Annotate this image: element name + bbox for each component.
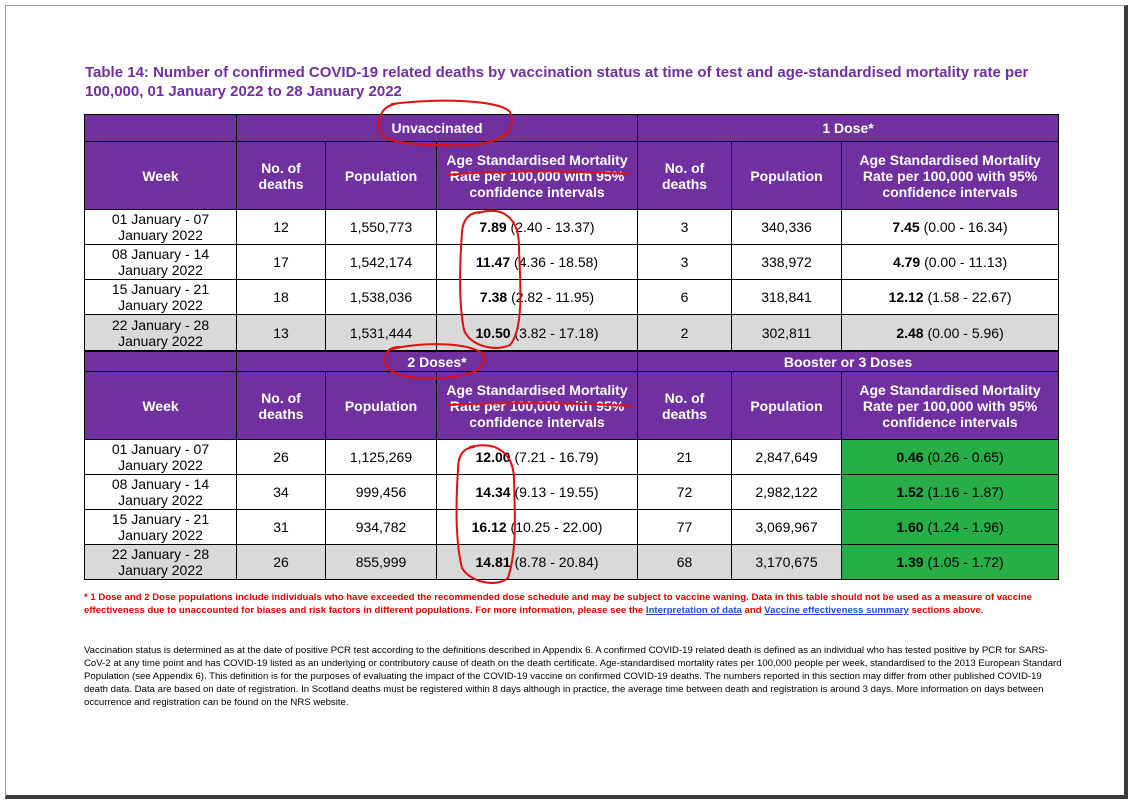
week-cell: 15 January - 21 January 2022: [85, 280, 237, 315]
confidence-interval: (1.05 - 1.72): [927, 554, 1004, 570]
confidence-interval: (10.25 - 22.00): [510, 519, 603, 535]
rate-value: 7.89: [479, 219, 507, 235]
table-row: [85, 245, 1059, 280]
deaths-cell: 21: [638, 440, 732, 475]
rate-cell: [842, 475, 1059, 510]
confidence-interval: (8.78 - 20.84): [514, 554, 599, 570]
table-row: [85, 545, 1059, 580]
confidence-interval: (3.82 - 17.18): [514, 324, 599, 341]
table-row: [85, 440, 1059, 475]
population-cell: 340,336: [732, 210, 842, 245]
rate-value: 1.39: [896, 554, 924, 570]
deaths-cell: 18: [237, 280, 326, 315]
population-cell: 2,982,122: [732, 475, 842, 510]
footnote-warning: [84, 591, 1064, 617]
rate-value: 16.12: [471, 519, 507, 535]
rate-cell: [437, 245, 638, 280]
deaths-cell: 72: [638, 475, 732, 510]
col-header-rate: Age Standardised Mortality Rate per 100,000 with 95% confidence intervals: [437, 142, 638, 210]
confidence-interval: (1.16 - 1.87): [927, 484, 1004, 500]
confidence-interval: (1.58 - 22.67): [927, 289, 1012, 305]
group-header-2-doses: 2 Doses*: [237, 352, 638, 372]
rate-value: 11.47: [475, 254, 511, 270]
deaths-cell: 12: [237, 210, 326, 245]
week-cell: 01 January - 07 January 2022: [85, 440, 237, 475]
population-cell: 1,538,036: [326, 280, 437, 315]
deaths-cell: 26: [237, 440, 326, 475]
table-2doses-booster: [84, 351, 1059, 580]
link-vaccine-effectiveness-summary[interactable]: Vaccine effectiveness summary: [764, 605, 909, 616]
rate-value: 1.52: [896, 484, 924, 500]
rate-value: 10.50: [475, 324, 511, 341]
table-body: [85, 210, 1059, 351]
rate-cell: [842, 440, 1059, 475]
rate-value: 7.45: [892, 219, 920, 235]
confidence-interval: (9.13 - 19.55): [514, 484, 599, 500]
deaths-cell: 2: [638, 315, 732, 351]
group-header-booster: Booster or 3 Doses: [638, 352, 1059, 372]
deaths-cell: 26: [237, 545, 326, 580]
confidence-interval: (0.00 - 11.13): [924, 254, 1008, 270]
rate-value: 7.38: [479, 289, 508, 305]
rate-value: 0.46: [896, 449, 924, 465]
col-header-deaths: No. of deaths: [638, 142, 732, 210]
table-body: [85, 440, 1059, 580]
week-cell: 08 January - 14 January 2022: [85, 245, 237, 280]
week-cell: 08 January - 14 January 2022: [85, 475, 237, 510]
rate-cell: [437, 210, 638, 245]
confidence-interval: (0.00 - 5.96): [927, 324, 1004, 341]
rate-value: 14.34: [475, 484, 511, 500]
population-cell: 1,531,444: [326, 315, 437, 351]
population-cell: 3,170,675: [732, 545, 842, 580]
week-cell: 22 January - 28 January 2022: [85, 545, 237, 580]
rate-cell: [842, 280, 1059, 315]
week-cell: 15 January - 21 January 2022: [85, 510, 237, 545]
population-cell: 318,841: [732, 280, 842, 315]
population-cell: 934,782: [326, 510, 437, 545]
table-row: [85, 510, 1059, 545]
col-header-rate: Age Standardised Mortality Rate per 100,000 with 95% confidence intervals: [842, 142, 1059, 210]
table-title: Table 14: Number of confirmed COVID-19 related deaths by vaccination status at time of test and age-standardised mortality rate per 100,000, 01 January 2022 to 28 January 2022: [85, 64, 1029, 100]
population-cell: 855,999: [326, 545, 437, 580]
rate-cell: [437, 315, 638, 351]
rate-cell: [437, 510, 638, 545]
table-unvaccinated-1dose: [84, 114, 1059, 351]
week-cell: 22 January - 28 January 2022: [85, 315, 237, 351]
deaths-cell: 13: [237, 315, 326, 351]
col-header-deaths: No. of deaths: [638, 372, 732, 440]
rate-cell: [437, 440, 638, 475]
col-header-population: Population: [732, 142, 842, 210]
col-header-week: Week: [85, 372, 237, 440]
deaths-cell: 68: [638, 545, 732, 580]
rate-cell: [842, 245, 1059, 280]
deaths-cell: 17: [237, 245, 326, 280]
deaths-cell: 31: [237, 510, 326, 545]
confidence-interval: (2.82 - 11.95): [511, 289, 595, 305]
rate-cell: [437, 280, 638, 315]
col-header-population: Population: [326, 142, 437, 210]
table-row: [85, 315, 1059, 351]
population-cell: 302,811: [732, 315, 842, 351]
table-row: [85, 475, 1059, 510]
population-cell: 3,069,967: [732, 510, 842, 545]
rate-value: 12.00: [475, 449, 511, 465]
link-interpretation-of-data[interactable]: Interpretation of data: [645, 605, 742, 616]
confidence-interval: (4.36 - 18.58): [514, 254, 599, 270]
footnote-text: * 1 Dose and 2 Dose populations include individuals who have exceeded the recommended dose schedule and may be subject to vaccine waning. Data in this table should not be used as a measure of vaccine effectiveness due to unaccounted for biases and risk factors in different populations. For more information, please see the: [84, 592, 1032, 616]
col-header-rate: Age Standardised Mortality Rate per 100,000 with 95% confidence intervals: [437, 372, 638, 440]
rate-value: 1.60: [896, 519, 924, 535]
table-row: [85, 280, 1059, 315]
notes-paragraph: Vaccination status is determined as at the date of positive PCR test according to the definitions described in Appendix 6. A confirmed COVID-19 related death is defined as an individual who has tested positive by PCR for SARS-CoV-2 at any time point and has COVID-19 listed as an underlying or contributory cause of death on the death certificate. Age-standardised mortality rates per 100,000 people per week, standardised to the 2013 European Standard Population (see Appendix 6). This definition is for the purposes of evaluating the impact of the COVID-19 vaccine on confirmed COVID-19 deaths. The numbers reported in this section may differ from other published COVID-19 death data. Data are based on date of registration. In Scotland deaths must be registered within 8 days although in practice, the average time between death and registration is around 3 days. More information on days between occurrence and registration can be found on the NRS website.: [84, 645, 1062, 708]
group-header-1-dose: 1 Dose*: [638, 115, 1059, 142]
confidence-interval: (0.00 - 16.34): [923, 219, 1008, 235]
col-header-rate: Age Standardised Mortality Rate per 100,000 with 95% confidence intervals: [842, 372, 1059, 440]
rate-cell: [842, 210, 1059, 245]
week-cell: 01 January - 07 January 2022: [85, 210, 237, 245]
col-header-week: Week: [85, 142, 237, 210]
rate-cell: [437, 545, 638, 580]
rate-value: 2.48: [896, 324, 924, 341]
col-header-population: Population: [732, 372, 842, 440]
confidence-interval: (2.40 - 13.37): [510, 219, 595, 235]
col-header-population: Population: [326, 372, 437, 440]
footnote-and: and: [744, 605, 762, 616]
confidence-interval: (7.21 - 16.79): [514, 449, 599, 465]
population-cell: 338,972: [732, 245, 842, 280]
footnote-end: sections above.: [911, 605, 984, 616]
deaths-cell: 3: [638, 210, 732, 245]
blank-header-cell: [85, 352, 237, 372]
deaths-cell: 3: [638, 245, 732, 280]
rate-cell: [437, 475, 638, 510]
rate-cell: [842, 510, 1059, 545]
population-cell: 999,456: [326, 475, 437, 510]
table-row: [85, 210, 1059, 245]
confidence-interval: (0.26 - 0.65): [927, 449, 1004, 465]
population-cell: 1,542,174: [326, 245, 437, 280]
rate-value: 4.79: [892, 254, 921, 270]
population-cell: 2,847,649: [732, 440, 842, 475]
rate-value: 14.81: [475, 554, 511, 570]
confidence-interval: (1.24 - 1.96): [927, 519, 1004, 535]
group-header-unvaccinated: Unvaccinated: [237, 115, 638, 142]
deaths-cell: 6: [638, 280, 732, 315]
rate-cell: [842, 315, 1059, 351]
rate-value: 12.12: [888, 289, 924, 305]
col-header-deaths: No. of deaths: [237, 372, 326, 440]
deaths-cell: 77: [638, 510, 732, 545]
deaths-cell: 34: [237, 475, 326, 510]
col-header-deaths: No. of deaths: [237, 142, 326, 210]
blank-header-cell: [85, 115, 237, 142]
rate-cell: [842, 545, 1059, 580]
population-cell: 1,550,773: [326, 210, 437, 245]
population-cell: 1,125,269: [326, 440, 437, 475]
